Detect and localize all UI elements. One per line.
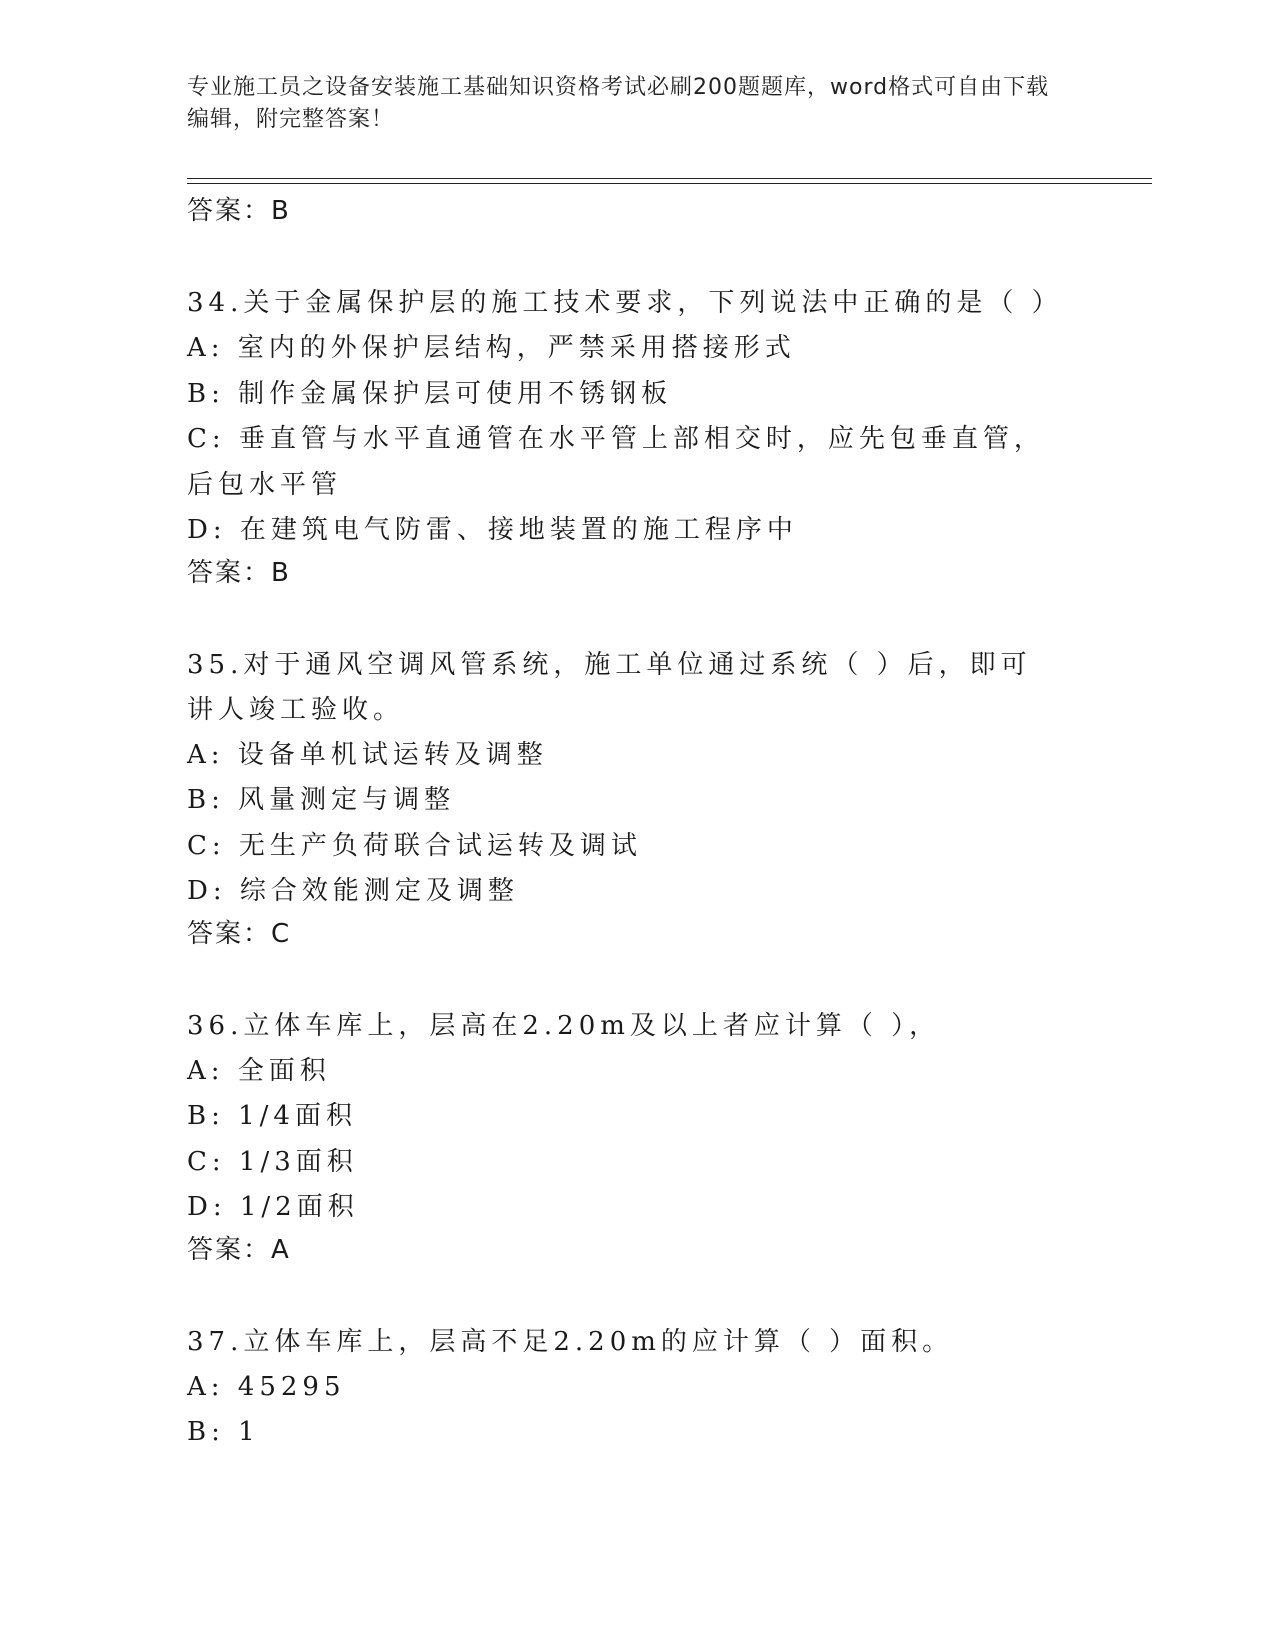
question-stem: 34.关于金属保护层的施工技术要求，下列说法中正确的是（ ） — [187, 288, 1063, 318]
option-d: D: 综合效能测定及调整 — [187, 876, 519, 906]
option-c: C: 垂直管与水平直通管在水平管上部相交时，应先包垂直管，后包水平管 — [187, 424, 1045, 500]
option-d: D: 1/2面积 — [187, 1192, 359, 1222]
question-block — [187, 1004, 1087, 1269]
header-divider-double — [187, 183, 1152, 184]
answer-line: 答案：A — [187, 1234, 291, 1265]
option-d: D: 在建筑电气防雷、接地装置的施工程序中 — [187, 515, 798, 545]
option-a: A: 45295 — [187, 1371, 346, 1402]
option-b: B: 风量测定与调整 — [187, 785, 456, 815]
question-list — [187, 192, 1087, 1456]
answer-line: 答案：B — [187, 557, 291, 588]
answer-line: 答案：B — [187, 196, 291, 226]
option-c: C: 无生产负荷联合试运转及调试 — [187, 830, 642, 861]
question-stem: 37.立体车库上，层高不足2.20m的应计算（ ）面积。 — [187, 1326, 954, 1357]
option-b: B: 制作金属保护层可使用不锈钢板 — [187, 378, 673, 409]
question-stem: 35.对于通风空调风管系统，施工单位通过系统（ ）后，即可讲人竣工验收。 — [187, 649, 1032, 725]
option-a: A: 室内的外保护层结构，严禁采用搭接形式 — [187, 333, 796, 363]
option-a: A: 全面积 — [187, 1055, 331, 1086]
answer-line: 答案：C — [187, 918, 292, 949]
option-c: C: 1/3面积 — [187, 1146, 358, 1177]
question-block — [187, 1320, 1087, 1456]
header-divider — [187, 178, 1152, 179]
page-header: 专业施工员之设备安装施工基础知识资格考试必刷200题题库，word格式可自由下载编辑，附完整答案！ — [187, 75, 1050, 132]
option-b: B: 1/4面积 — [187, 1101, 357, 1131]
option-b: B: 1 — [187, 1417, 260, 1447]
question-stem: 36.立体车库上，层高在2.20m及以上者应计算（ ）， — [187, 1010, 941, 1041]
option-a: A: 设备单机试运转及调整 — [187, 739, 548, 770]
question-block — [187, 643, 1087, 953]
question-block — [187, 281, 1087, 592]
